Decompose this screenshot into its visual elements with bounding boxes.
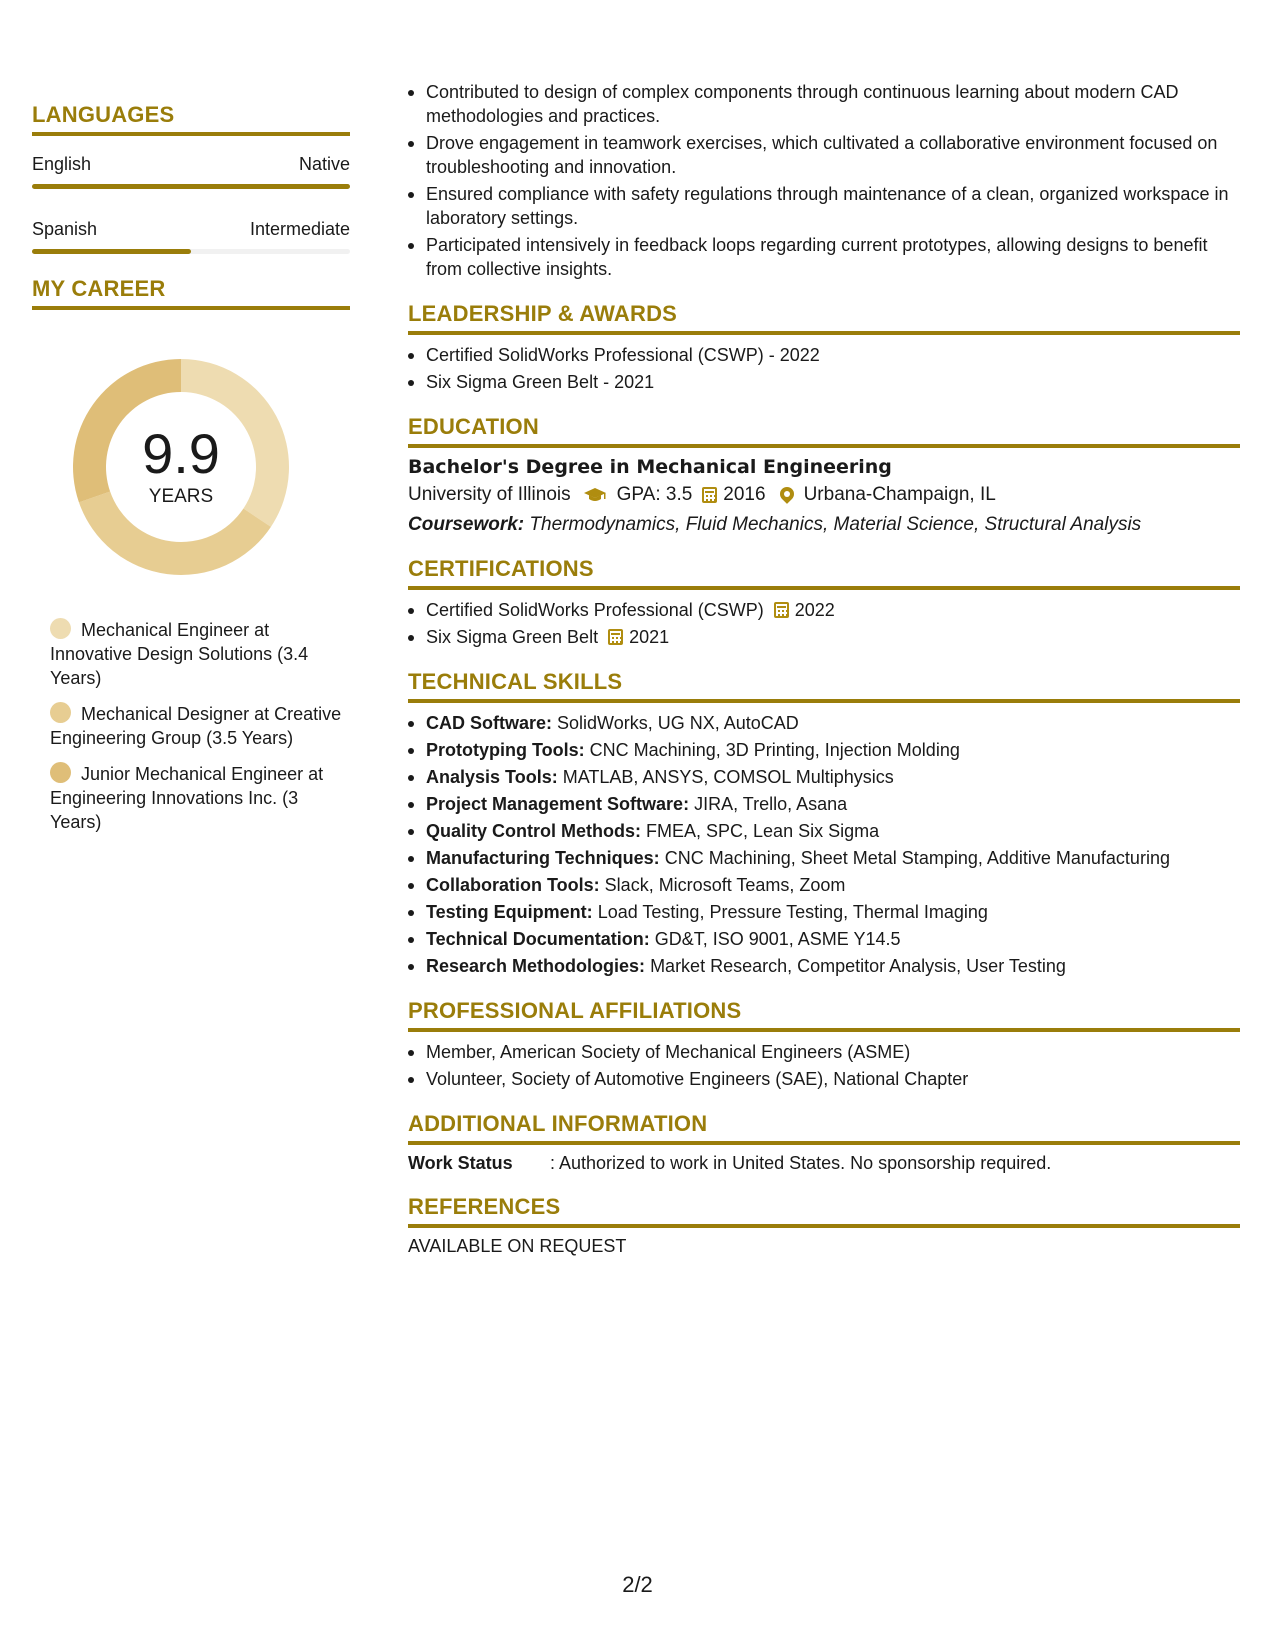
skill-item	[408, 711, 1240, 735]
skill-value: GD&T, ISO 9001, ASME Y14.5	[654, 929, 901, 949]
legend-item	[50, 618, 350, 690]
location-pin-icon	[777, 484, 797, 504]
graduation-cap-icon	[583, 487, 607, 503]
legend-label: Mechanical Designer at Creative Engineering Group (3.5 Years)	[50, 704, 342, 748]
additional-title: ADDITIONAL INFORMATION	[408, 1111, 1240, 1145]
experience-bullet: Contributed to design of complex components through continuous learning about modern CAD methodologies and practices.	[408, 80, 1240, 128]
right-column	[408, 80, 1240, 1257]
leadership-item: Six Sigma Green Belt - 2021	[408, 370, 1240, 394]
skill-label: Technical Documentation:	[426, 929, 650, 949]
language-item	[32, 154, 350, 189]
leadership-list	[408, 343, 1240, 394]
certification-year: 2021	[629, 627, 670, 647]
legend-dot	[50, 762, 71, 783]
certifications-list	[408, 598, 1240, 649]
education-title: EDUCATION	[408, 414, 1240, 448]
education-school: University of Illinois	[408, 484, 571, 505]
language-proficiency-fill	[32, 184, 350, 189]
skill-value: JIRA, Trello, Asana	[694, 794, 848, 814]
affiliation-item: Member, American Society of Mechanical Engineers (ASME)	[408, 1040, 1240, 1064]
language-item	[32, 219, 350, 254]
languages-title: LANGUAGES	[32, 102, 350, 136]
certifications-title: CERTIFICATIONS	[408, 556, 1240, 590]
skill-item	[408, 738, 1240, 762]
calendar-icon	[608, 629, 623, 645]
skill-item	[408, 792, 1240, 816]
skill-item	[408, 765, 1240, 789]
page-number: 2/2	[622, 1572, 653, 1597]
calendar-icon	[702, 487, 717, 503]
experience-bullets	[408, 80, 1240, 281]
career-donut-chart	[66, 352, 296, 582]
skills-title: TECHNICAL SKILLS	[408, 669, 1240, 703]
skill-label: Collaboration Tools:	[426, 875, 600, 895]
language-level: Native	[298, 154, 350, 174]
legend-label: Junior Mechanical Engineer at Engineering Innovations Inc. (3 Years)	[50, 764, 324, 832]
skill-value: Load Testing, Pressure Testing, Thermal Imaging	[597, 902, 988, 922]
skill-label: Analysis Tools:	[426, 767, 558, 787]
skill-item	[408, 819, 1240, 843]
certification-item	[408, 598, 1240, 622]
education-gpa: GPA: 3.5	[616, 484, 693, 505]
work-status-value: : Authorized to work in United States. No sponsorship required.	[550, 1153, 1052, 1173]
calendar-icon	[774, 602, 789, 618]
legend-item	[50, 702, 350, 750]
skill-value: CNC Machining, Sheet Metal Stamping, Additive Manufacturing	[664, 848, 1170, 868]
career-title: MY CAREER	[32, 276, 350, 310]
education-details	[408, 484, 1240, 506]
career-total-value: 9.9	[142, 422, 220, 485]
legend-dot	[50, 618, 71, 639]
skill-item	[408, 846, 1240, 870]
experience-bullet: Drove engagement in teamwork exercises, which cultivated a collaborative environment focused on troubleshooting and innovation.	[408, 131, 1240, 179]
leadership-item: Certified SolidWorks Professional (CSWP) - 2022	[408, 343, 1240, 367]
skill-label: Quality Control Methods:	[426, 821, 641, 841]
legend-dot	[50, 702, 71, 723]
certification-name: Certified SolidWorks Professional (CSWP)	[426, 600, 764, 620]
coursework-text: Thermodynamics, Fluid Mechanics, Material Science, Structural Analysis	[529, 514, 1142, 535]
additional-row	[408, 1153, 1240, 1174]
skill-value: SolidWorks, UG NX, AutoCAD	[557, 713, 799, 733]
skill-item	[408, 954, 1240, 978]
skill-label: Manufacturing Techniques:	[426, 848, 660, 868]
education-year: 2016	[723, 484, 766, 505]
references-text: AVAILABLE ON REQUEST	[408, 1236, 627, 1256]
skill-value: FMEA, SPC, Lean Six Sigma	[646, 821, 880, 841]
affiliation-item: Volunteer, Society of Automotive Engineers (SAE), National Chapter	[408, 1067, 1240, 1091]
work-status-label: Work Status	[408, 1153, 513, 1173]
skill-value: CNC Machining, 3D Printing, Injection Molding	[589, 740, 960, 760]
certification-name: Six Sigma Green Belt	[426, 627, 599, 647]
skill-label: CAD Software:	[426, 713, 553, 733]
language-name: English	[32, 154, 92, 174]
leadership-title: LEADERSHIP & AWARDS	[408, 301, 1240, 335]
skill-value: MATLAB, ANSYS, COMSOL Multiphysics	[562, 767, 894, 787]
experience-bullet: Participated intensively in feedback loops regarding current prototypes, allowing designs to benefit from collective insights.	[408, 233, 1240, 281]
career-legend	[32, 618, 350, 834]
language-proficiency-fill	[32, 249, 191, 254]
legend-label: Mechanical Engineer at Innovative Design Solutions (3.4 Years)	[50, 620, 309, 688]
references-title: REFERENCES	[408, 1194, 1240, 1228]
language-name: Spanish	[32, 219, 98, 239]
education-coursework	[408, 514, 1240, 536]
affiliations-title: PROFESSIONAL AFFILIATIONS	[408, 998, 1240, 1032]
affiliations-list	[408, 1040, 1240, 1091]
language-proficiency-bar	[32, 184, 350, 189]
education-degree: Bachelor's Degree in Mechanical Engineering	[408, 456, 892, 478]
skill-item	[408, 927, 1240, 951]
certification-year: 2022	[794, 600, 835, 620]
left-column	[32, 80, 350, 846]
skill-label: Prototyping Tools:	[426, 740, 585, 760]
skill-item	[408, 900, 1240, 924]
legend-item	[50, 762, 350, 834]
skill-item	[408, 873, 1240, 897]
skill-label: Testing Equipment:	[426, 902, 593, 922]
experience-bullet: Ensured compliance with safety regulations through maintenance of a clean, organized workspace in laboratory settings.	[408, 182, 1240, 230]
coursework-label: Coursework:	[408, 514, 525, 535]
skills-list	[408, 711, 1240, 978]
education-location: Urbana-Champaign, IL	[803, 484, 996, 505]
language-proficiency-bar	[32, 249, 350, 254]
certification-item	[408, 625, 1240, 649]
language-level: Intermediate	[249, 219, 350, 239]
skill-value: Market Research, Competitor Analysis, User Testing	[650, 956, 1066, 976]
career-total-unit: YEARS	[148, 486, 214, 507]
skill-label: Research Methodologies:	[426, 956, 646, 976]
skill-label: Project Management Software:	[426, 794, 690, 814]
skill-value: Slack, Microsoft Teams, Zoom	[604, 875, 846, 895]
